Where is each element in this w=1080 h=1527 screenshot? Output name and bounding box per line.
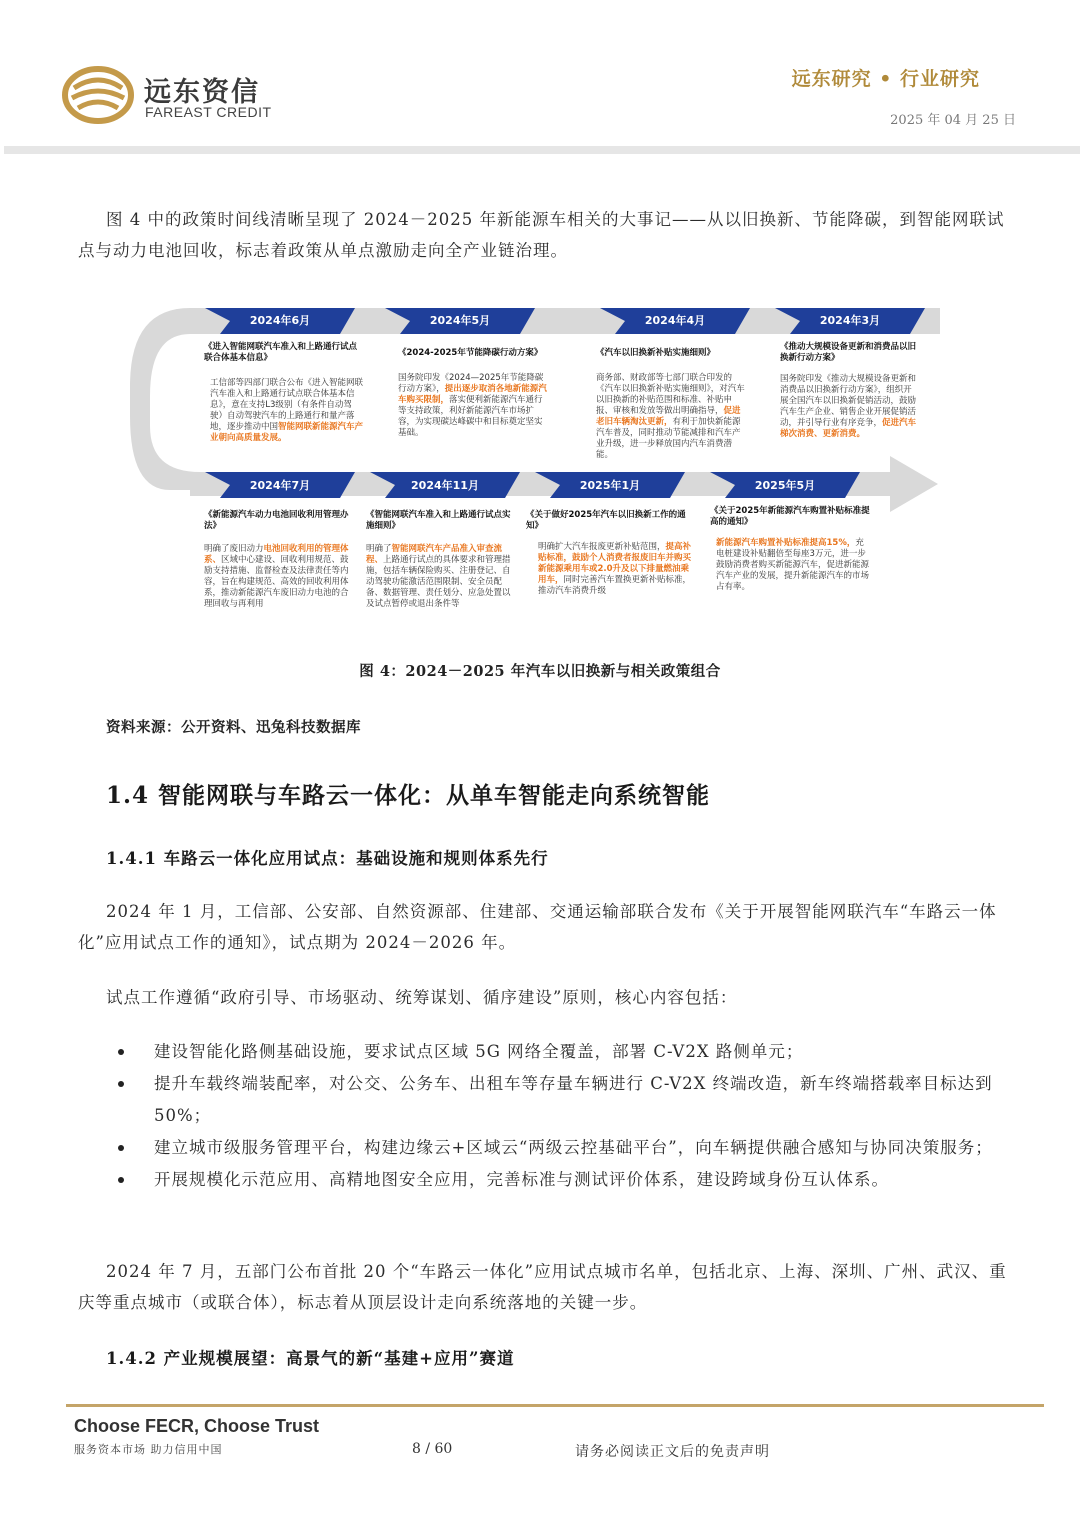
date-label: 2025年5月 (754, 479, 816, 492)
policy-highlight: 电池回收利用的管理体系、 (204, 544, 349, 565)
bullet-list (110, 1036, 1020, 1196)
policy-body: 工信部等四部门联合公布《进入智能网联汽车准入和上路通行试点联合体基本信息》，意在支持L3级别（有条件自动驾驶）自动驾驶汽车的上路通行和量产落地，逐步推动中国 (210, 378, 364, 432)
policy-body: 商务部、财政部等七部门联合印发的《汽车以旧换新补贴实施细则》，对汽车以旧换新的补贴范围和标准、补贴申报、审核和发放等做出明确指导， (596, 373, 745, 416)
list-item-text: 建立城市级服务管理平台，构建边缘云+区域云“两级云控基础平台”，向车辆提供融合感知与协同决策服务； (154, 1138, 993, 1157)
date-label: 2024年6月 (249, 314, 311, 327)
policy-card (780, 342, 920, 440)
policy-body: 区域中心建设、回收利用规范、鼓励支持措施、监督检查及法律责任等内容，旨在构建规范、高效的回收利用体系，推动新能源汽车废旧动力电池的合理回收与再利用 (204, 555, 349, 609)
policy-highlight: 提高补贴标准，鼓励个人消费者报废旧车并购买新能源乘用车或2.0升及以下排量燃油乘用车， (538, 542, 692, 585)
footer-slogan-en: Choose FECR, Choose Trust (74, 1416, 320, 1436)
footer-slogan-cn: 服务资本市场 助力信用中国 (74, 1443, 223, 1456)
policy-body: 明确扩大汽车报废更新补贴范围， (538, 542, 666, 552)
brand-name-cn: 远东资信 (144, 77, 260, 108)
header-divider (4, 146, 1080, 154)
policy-body: 落实便利新能源汽车通行等支持政策，利好新能源汽车市场扩容，为实现碳达峰碳中和目标奠定坚实基础。 (398, 395, 543, 438)
list-item (110, 1036, 1020, 1068)
bullet-icon (118, 1145, 124, 1151)
footer-divider (66, 1404, 1044, 1407)
policy-highlight: 新能源汽车购置补贴标准提高15%， (716, 538, 856, 548)
policy-body: 明确了 (366, 544, 392, 554)
policy-card (526, 510, 696, 597)
page-header (0, 0, 1080, 160)
policy-timeline-figure (130, 296, 945, 636)
policy-body: 上路通行试点的具体要求和管理措施，包括车辆保险购买、注册登记、自动驾驶功能激活范围限制、安全员配备、数据管理、责任划分、应急处置以及试点暂停或退出条件等 (366, 555, 511, 609)
policy-body: 国务院印发《推动大规模设备更新和消费品以旧换新行动方案》，组织开展全国汽车以旧换新促销活动，鼓励汽车生产企业、销售企业开展促销活动，并引导行业有序竞争， (780, 374, 917, 428)
policy-card (366, 510, 516, 610)
policy-card (398, 348, 548, 439)
policy-card (204, 342, 364, 444)
list-item (110, 1164, 1020, 1196)
policy-title: 《进入智能网联汽车准入和上路通行试点联合体基本信息》 (204, 342, 358, 363)
report-date: 2025 年 04 月 25 日 (890, 113, 1016, 128)
list-item (110, 1068, 1020, 1132)
intro-paragraph: 图 4 中的政策时间线清晰呈现了 2024－2025 年新能源车相关的大事记——从以旧换新、节能降碳，到智能网联试点与动力电池回收，标志着政策从单点激励走向全产业链治理。 (78, 210, 1005, 260)
figure-source: 资料来源：公开资料、迅兔科技数据库 (106, 719, 361, 736)
policy-title: 《2024-2025年节能降碳行动方案》 (398, 348, 543, 358)
bullet-icon (118, 1049, 124, 1055)
policy-title: 《新能源汽车动力电池回收利用管理办法》 (204, 510, 349, 531)
policy-body: 有利于加快新能源汽车普及，同时推动节能减排和汽车产业升级，进一步释放国内汽车消费潜能。 (596, 417, 741, 460)
report-section: 远东研究 • 行业研究 (791, 68, 980, 90)
footer-disclaimer: 请务必阅读正文后的免责声明 (575, 1444, 770, 1460)
subsection-title: 1.4.2 产业规模展望：高景气的新“基建+应用”赛道 (106, 1349, 515, 1368)
brand-name-en: FAREAST CREDIT (145, 104, 272, 120)
policy-title: 《智能网联汽车准入和上路通行试点实施细则》 (366, 510, 511, 531)
policy-title: 《汽车以旧换新补贴实施细则》 (596, 348, 716, 358)
date-label: 2024年7月 (249, 479, 311, 492)
policy-title: 《关于2025年新能源汽车购置补贴标准提高的通知》 (710, 506, 870, 527)
list-item-text: 开展规模化示范应用、高精地图安全应用，完善标准与测试评价体系，建设跨域身份互认体系。 (154, 1170, 889, 1189)
policy-body: 国务院印发《2024—2025年节能降碳行动方案》， (398, 373, 544, 394)
list-item-text: 提升车载终端装配率，对公交、公务车、出租车等存量车辆进行 C-V2X 终端改造，新车终端搭载率目标达到 50%； (154, 1074, 993, 1125)
policy-body: 明确了废旧动力 (204, 544, 264, 554)
policy-highlight: 促进老旧车辆淘汰更新， (596, 406, 741, 427)
policy-title: 《推动大规模设备更新和消费品以旧换新行动方案》 (780, 342, 917, 363)
date-label: 2025年1月 (579, 479, 641, 492)
date-label: 2024年11月 (411, 479, 479, 492)
policy-card (710, 506, 870, 593)
subsection-title: 1.4.1 车路云一体化应用试点：基础设施和规则体系先行 (106, 849, 549, 868)
date-label: 2024年3月 (819, 314, 881, 327)
policy-highlight: 智能网联汽车产品准入审查流程、 (366, 544, 503, 565)
figure-caption: 图 4：2024－2025 年汽车以旧换新与相关政策组合 (359, 663, 721, 680)
page-number: 8 / 60 (412, 1441, 453, 1457)
bullet-icon (118, 1177, 124, 1183)
fareast-logo-icon (62, 66, 134, 124)
bullet-icon (118, 1081, 124, 1087)
policy-body: 充电桩建设补贴翻倍至每座3万元，进一步鼓励消费者购买新能源汽车，促进新能源汽车产业的发展，提升新能源汽车的市场占有率。 (716, 538, 870, 592)
policy-title: 《关于做好2025年汽车以旧换新工作的通知》 (526, 510, 686, 531)
policy-body: 同时完善汽车置换更新补贴标准，推动汽车消费升级 (538, 575, 692, 596)
body-paragraph: 2024 年 7 月，五部门公布首批 20 个“车路云一体化”应用试点城市名单，包括北京、上海、深圳、广州、武汉、重庆等重点城市（或联合体），标志着从顶层设计走向系统落地的关键一步。 (78, 1262, 1007, 1312)
body-paragraph: 2024 年 1 月，工信部、公安部、自然资源部、住建部、交通运输部联合发布《关于开展智能网联汽车“车路云一体化”应用试点工作的通知》，试点期为 2024－2026 年。 (78, 902, 997, 952)
body-paragraph: 试点工作遵循“政府引导、市场驱动、统筹谋划、循序建设”原则，核心内容包括： (106, 988, 738, 1007)
policy-highlight: 促进汽车梯次消费、更新消费。 (780, 418, 917, 439)
date-label: 2024年5月 (429, 314, 491, 327)
list-item-text: 建设智能化路侧基础设施，要求试点区域 5G 网络全覆盖，部署 C-V2X 路侧单元； (154, 1042, 804, 1061)
policy-highlight: 智能网联新能源汽车产业朝向高质量发展。 (210, 422, 364, 443)
date-label: 2024年4月 (644, 314, 706, 327)
policy-highlight: 提出逐步取消各地新能源汽车购买限制， (398, 384, 547, 405)
policy-card (204, 510, 354, 610)
list-item (110, 1132, 1020, 1164)
section-title: 1.4 智能网联与车路云一体化：从单车智能走向系统智能 (106, 782, 711, 809)
policy-card (596, 348, 746, 461)
